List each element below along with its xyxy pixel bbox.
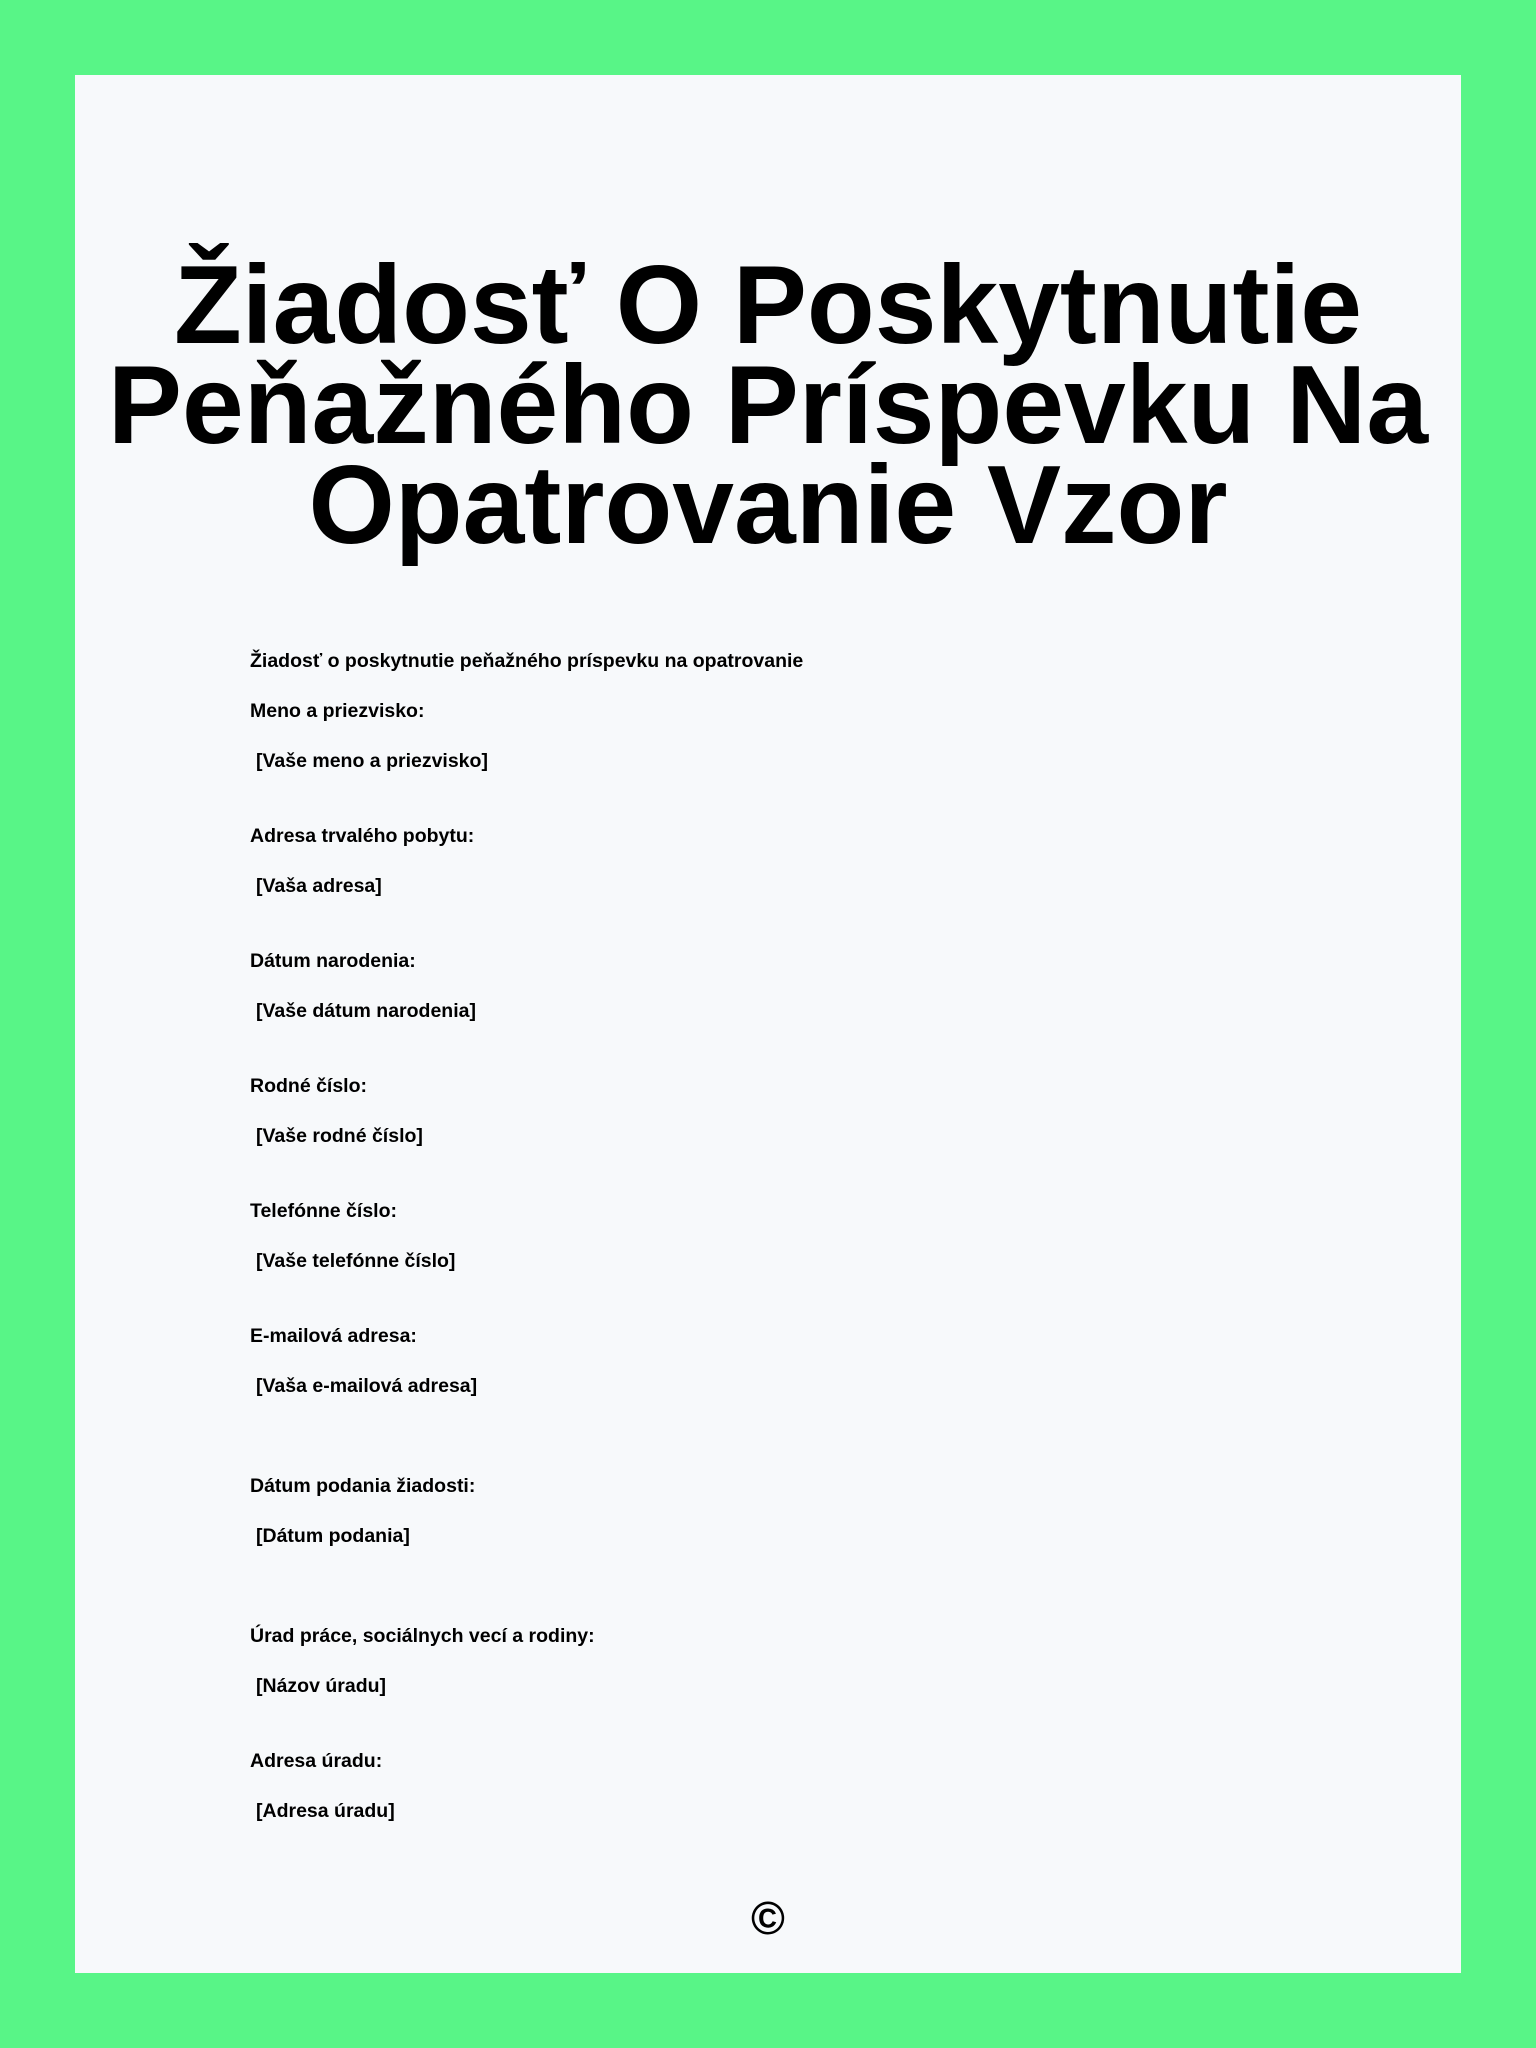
- field-label-phone: Telefónne číslo:: [250, 1200, 397, 1222]
- field-value-office-address: [Adresa úradu]: [256, 1800, 395, 1822]
- field-label-address: Adresa trvalého pobytu:: [250, 825, 475, 847]
- field-label-submission-date: Dátum podania žiadosti:: [250, 1475, 476, 1497]
- document-page: [75, 75, 1461, 1973]
- title-line-2: Peňažného Príspevku Na: [107, 343, 1429, 467]
- field-label-name: Meno a priezvisko:: [250, 700, 425, 722]
- field-label-birth-number: Rodné číslo:: [250, 1075, 368, 1097]
- document-title: [75, 243, 1461, 567]
- field-label-office-address: Adresa úradu:: [250, 1750, 383, 1772]
- field-label-office: Úrad práce, sociálnych vecí a rodiny:: [250, 1625, 595, 1647]
- field-label-birth-date: Dátum narodenia:: [250, 950, 416, 972]
- field-label-email: E-mailová adresa:: [250, 1325, 417, 1347]
- copyright-icon: ©: [751, 1892, 785, 1944]
- field-value-email: [Vaša e-mailová adresa]: [256, 1375, 478, 1397]
- field-value-submission-date: [Dátum podania]: [256, 1525, 410, 1547]
- field-value-address: [Vaša adresa]: [256, 875, 382, 897]
- title-line-1: Žiadosť O Poskytnutie: [173, 243, 1363, 367]
- field-value-birth-date: [Vaše dátum narodenia]: [256, 1000, 476, 1022]
- form-heading: Žiadosť o poskytnutie peňažného príspevku na opatrovanie: [250, 650, 804, 672]
- field-value-phone: [Vaše telefónne číslo]: [256, 1250, 456, 1272]
- field-value-name: [Vaše meno a priezvisko]: [256, 750, 488, 772]
- field-value-birth-number: [Vaše rodné číslo]: [256, 1125, 423, 1147]
- field-value-office: [Názov úradu]: [256, 1675, 387, 1697]
- title-line-3: Opatrovanie Vzor: [308, 443, 1228, 567]
